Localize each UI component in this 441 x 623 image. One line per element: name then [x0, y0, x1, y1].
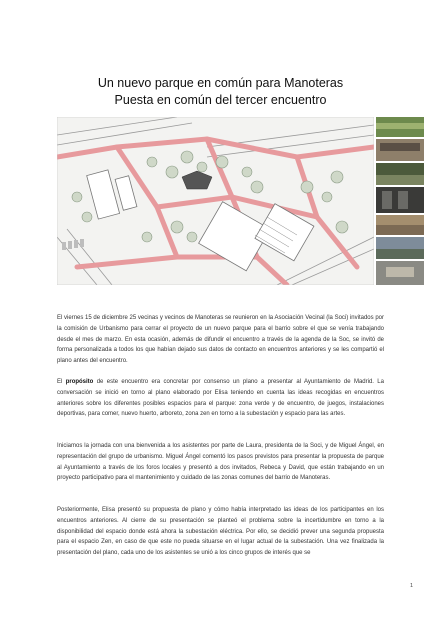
paragraph-2-bold: propósito: [65, 379, 94, 385]
reference-photos: [376, 117, 424, 285]
park-plan-drawing: [57, 117, 374, 285]
reference-photo-strip: [376, 117, 424, 285]
paragraph-3: Iniciamos la jornada con una bienvenida a los asistentes por parte de Laura, presidenta de la Soci, y de Miguel Ángel, en representación del grupo de urbanismo. Miguel Ángel comentó los pasos previstos para presentar la propuesta de parque al Ayuntamiento a través de los foros locales y presentó a dos invitados, Rebeca y David, que están trabajando en un proyecto participativo para el mantenimiento y cuidado de las zonas comunes del barrio de Manoteras.: [57, 443, 384, 482]
paragraph-4: Posteriormente, Elisa presentó su propuesta de plano y cómo había interpretado las ideas de los participantes en los encuentros anteriores. Al cierre de su presentación se planteó el problema sobre la incertidumbre en torno a la disponibilidad del espacio donde está ahora la subestación eléctrica. Por ello, se decidió prever una segunda propuesta para el espacio Zen, en caso de que este no pueda situarse en el lugar actual de la subestación. Una vez finalizada la presentación del plano, cada uno de los asistentes se unió a los cinco grupos de interés que se: [57, 507, 384, 557]
paragraph-2: [57, 377, 384, 420]
park-plan-image: [57, 117, 374, 285]
document-title: Un nuevo parque en común para Manoteras: [97, 76, 344, 90]
page-number: 1: [410, 583, 414, 589]
paragraph-1: El viernes 15 de diciembre 25 vecinas y vecinos de Manoteras se reunieron en la Asociación Vecinal (la Soci) invitados por la comisión de Urbanismo para cerrar el proyecto de un nuevo parque para el barrio sobre el que se venía trabajando desde el mes de marzo. En esta ocasión, además de difundir el encuentro a través de la agenda de la Soc, se invitó de forma personalizada a todos los que habían dejado sus datos de contacto en encuentros anteriores y se les compartió el plano antes del encuentro.: [57, 315, 384, 365]
document-subtitle: Puesta en común del tercer encuentro: [114, 93, 327, 107]
paragraph-2-rest: de este encuentro era concretar por consenso un plano a presentar al Ayuntamiento de Madrid. La conversación se inició en torno al plano elaborado por Elisa teniendo en cuenta las ideas recogidas en encuentros anteriores sobre los diferentes posibles espacios para el parque: zona verde y de encuentro, de juegos, instalaciones deportivas, para comer, nuevo huerto, arboreto, zona zen en torno a la subestación y espacio para las artes.: [57, 379, 384, 418]
paragraph-2-lead: El: [57, 379, 66, 385]
